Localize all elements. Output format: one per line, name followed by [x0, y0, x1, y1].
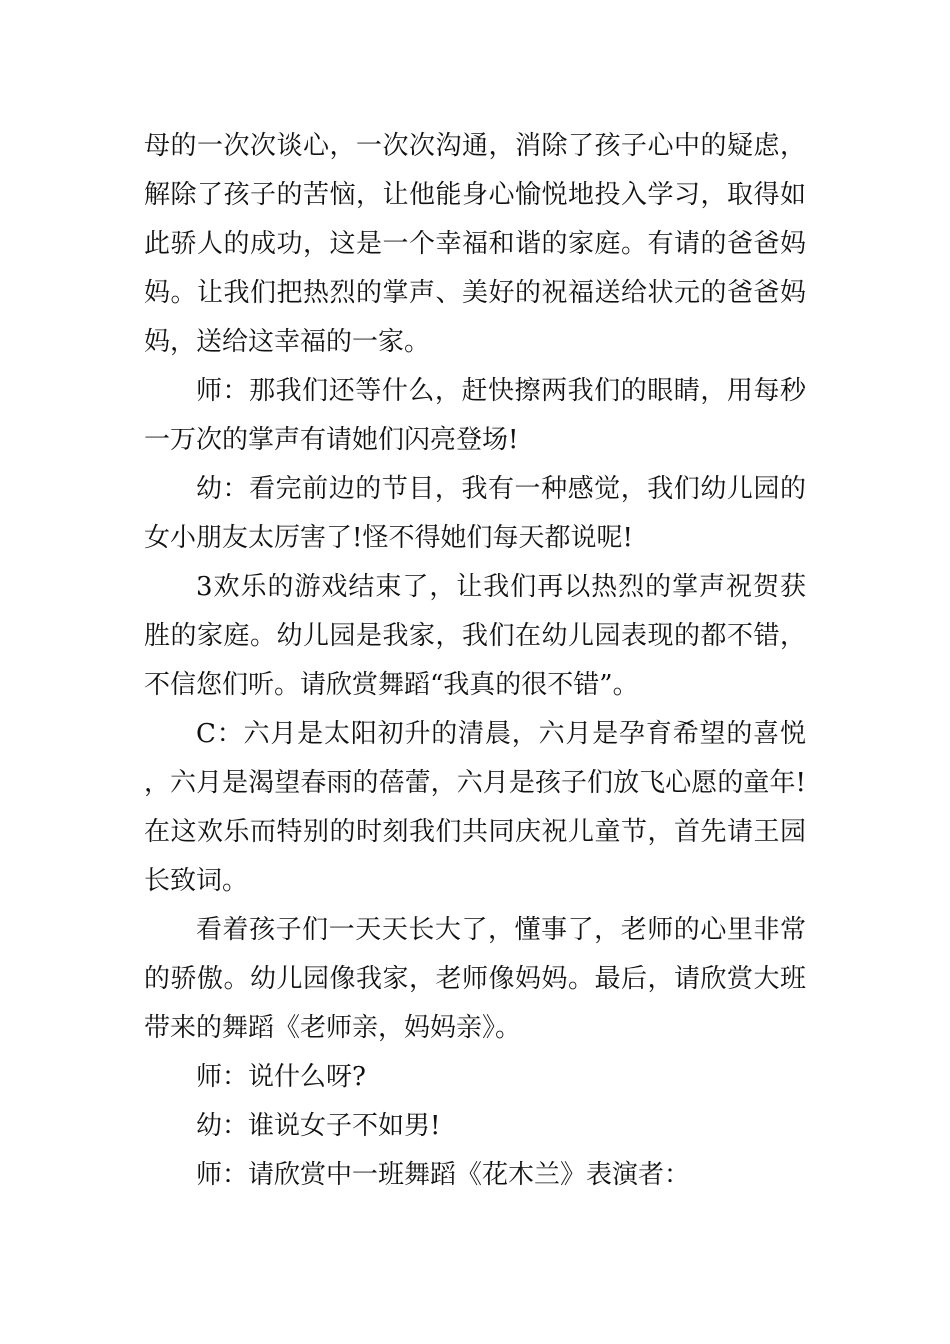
- paragraph-child-1: 幼：看完前边的节目，我有一种感觉，我们幼儿园的女小朋友太厉害了!怪不得她们每天都说呢!: [144, 474, 806, 553]
- paragraph-child-2: 幼：谁说女子不如男!: [196, 1111, 441, 1141]
- paragraph-kids-grow: 看着孩子们一天天长大了，懂事了，老师的心里非常的骄傲。幼儿园像我家，老师像妈妈。最后，请欣赏大班带来的舞蹈《老师亲，妈妈亲》。: [144, 915, 806, 1043]
- paragraph-teacher-3: 师：请欣赏中一班舞蹈《花木兰》表演者：: [196, 1160, 691, 1190]
- paragraph-continued: 母的一次次谈心，一次次沟通，消除了孩子心中的疑虑，解除了孩子的苦恼，让他能身心愉悦地投入学习，取得如此骄人的成功，这是一个幸福和谐的家庭。有请的爸爸妈妈。让我们把热烈的掌声、美好的祝福送给状元的爸爸妈妈，送给这幸福的一家。: [144, 131, 806, 357]
- paragraph-teacher-2: 师：说什么呀?: [196, 1062, 366, 1092]
- document-page: [144, 122, 806, 1200]
- paragraph-teacher-1: 师：那我们还等什么，赶快擦两我们的眼睛，用每秒一万次的掌声有请她们闪亮登场!: [144, 376, 806, 455]
- paragraph-game-end: 3欢乐的游戏结束了，让我们再以热烈的掌声祝贺获胜的家庭。幼儿园是我家，我们在幼儿园表现的都不错，不信您们听。请欣赏舞蹈“我真的很不错”。: [144, 572, 806, 700]
- paragraph-june: C：六月是太阳初升的清晨，六月是孕育希望的喜悦，六月是渴望春雨的蓓蕾，六月是孩子们放飞心愿的童年!在这欢乐而特别的时刻我们共同庆祝儿童节，首先请王园长致词。: [144, 719, 806, 896]
